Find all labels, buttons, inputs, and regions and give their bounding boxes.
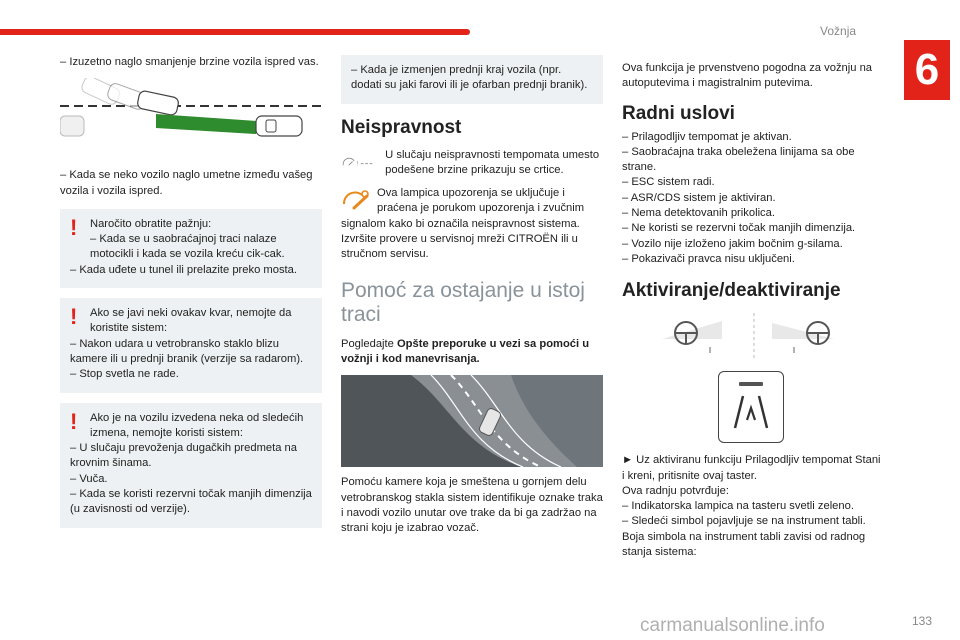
warning-box <box>60 209 322 288</box>
page-number: 133 <box>912 614 933 628</box>
warning-line: – Kada se koristi rezervni točak manjih dimenzija (u zavisnosti od verzije). <box>70 488 312 516</box>
list-item: – Indikatorska lampica na tasteru svetli zeleno. <box>622 500 854 513</box>
info-text: – Kada je izmenjen prednji kraj vozila (npr. dodati su jaki farovi ili je ofarban prednji branik). <box>351 64 588 92</box>
warning-lead: Naročito obratite pažnju: <box>90 217 212 230</box>
braking-distance-illustration <box>60 78 322 160</box>
heading-radni-uslovi: Radni uslovi <box>622 102 735 124</box>
warning-lead: Ako se javi neki ovakav kvar, nemojte da koristite sistem: <box>90 307 292 335</box>
warning-box <box>60 403 322 528</box>
warning-icon: ! <box>70 214 78 240</box>
steering-wheel-dashboard-illustration <box>622 313 884 361</box>
warning-icon: ! <box>70 304 78 330</box>
fault-row <box>341 148 603 179</box>
paragraph: Ova radnju potvrđuje: <box>622 484 729 497</box>
list-item: – ASR/CDS sistem je aktiviran. <box>622 191 776 204</box>
list-item: – Vozilo nije izloženo jakim bočnim g-silama. <box>622 237 843 250</box>
heading-neispravnost: Neispravnost <box>341 116 462 138</box>
conditions-list <box>622 130 884 268</box>
warning-line: – Vuča. <box>70 472 108 485</box>
warning-box <box>60 298 322 392</box>
paragraph: Pomoću kamere koja je smeštena u gornjem delu vetrobranskog stakla sistem identifikuje oznake traka i navodi vozilo unutar ove trake da bi ga zadržao na strani koju je izabrao vozač. <box>341 476 603 535</box>
heading-aktiviranje: Aktiviranje/deaktiviranje <box>622 280 841 302</box>
steering-warning-lamp-icon <box>341 186 371 212</box>
watermark: carmanualsonline.info <box>640 615 825 636</box>
warning-line: – Nakon udara u vetrobransko staklo blizu kamere ili u prednji branik (verzije sa radarom). <box>70 337 304 365</box>
paragraph: ► Uz aktiviranu funkciju Prilagodljiv tempomat Stani i kreni, pritisnite ovaj taster. <box>622 454 881 482</box>
lane-keeping-illustration <box>341 375 603 467</box>
heading-pomoc: Pomoć za ostajanje u istoj traci <box>341 278 585 326</box>
warning-line: – Kada uđete u tunel ili prelazite preko mosta. <box>70 263 297 276</box>
section-title: Vožnja <box>820 24 857 38</box>
header-accent-bar <box>0 29 470 35</box>
warning-line: – Kada se u saobraćajnoj traci nalaze motocikli i kada se vozila kreću cik-cak. <box>90 233 285 261</box>
warning-line: – U slučaju prevoženja dugačkih predmeta na krovnim šinama. <box>70 442 297 470</box>
paragraph: Ova funkcija je prvenstveno pogodna za vožnju na autoputevima i magistralnim putevima. <box>622 62 873 90</box>
paragraph: – Izuzetno naglo smanjenje brzine vozila ispred vas. <box>60 56 319 68</box>
paragraph: – Kada se neko vozilo naglo umetne između vašeg vozila i vozila ispred. <box>60 169 313 197</box>
info-box <box>341 55 603 104</box>
column-right <box>622 55 884 560</box>
lane-keep-button-icon <box>719 372 783 442</box>
list-item: – Sledeći simbol pojavljuje se na instrument tabli. <box>622 515 866 528</box>
chapter-tab: 6 <box>904 40 950 100</box>
lane-keep-button[interactable] <box>718 371 784 443</box>
reference-lead: Pogledajte <box>341 337 397 350</box>
column-middle <box>341 55 603 536</box>
list-item: – Pokazivači pravca nisu uključeni. <box>622 252 795 265</box>
list-item: – Prilagodljiv tempomat je aktivan. <box>622 130 792 143</box>
list-item: – Ne koristi se rezervni točak manjih dimenzija. <box>622 222 856 235</box>
warning-line: – Stop svetla ne rade. <box>70 368 179 381</box>
paragraph: Boja simbola na instrument tabli zavisi od radnog stanja sistema: <box>622 530 866 559</box>
column-left <box>60 55 322 528</box>
list-item: – Saobraćajna traka obeležena linijama sa obe strane. <box>622 145 855 174</box>
reference-paragraph <box>341 337 603 368</box>
cruise-dashes-icon <box>341 148 375 176</box>
reference-link[interactable]: Opšte preporuke u vezi sa pomoći u vožnji i kod manevrisanja. <box>341 337 590 365</box>
warning-lamp-paragraph <box>341 186 603 262</box>
warning-lead: Ako je na vozilu izvedena neka od sledećih izmena, nemojte koristi sistem: <box>90 411 304 439</box>
activation-text <box>622 453 884 560</box>
list-item: – Nema detektovanih prikolica. <box>622 207 775 220</box>
warning-lamp-text: Ova lampica upozorenja se uključuje i praćena je porukom upozorenja i zvučnim signalom kako bi označila neispravnost sistema. Izvršite provere u servisnoj mreži CITROËN ili u stručnom servisu. <box>341 187 585 261</box>
list-item: – ESC sistem radi. <box>622 176 715 189</box>
warning-icon: ! <box>70 408 78 434</box>
svg-text:!: ! <box>356 160 359 167</box>
fault-text: U slučaju neispravnosti tempomata umesto podešene brzine prikazuju se crtice. <box>385 148 600 176</box>
